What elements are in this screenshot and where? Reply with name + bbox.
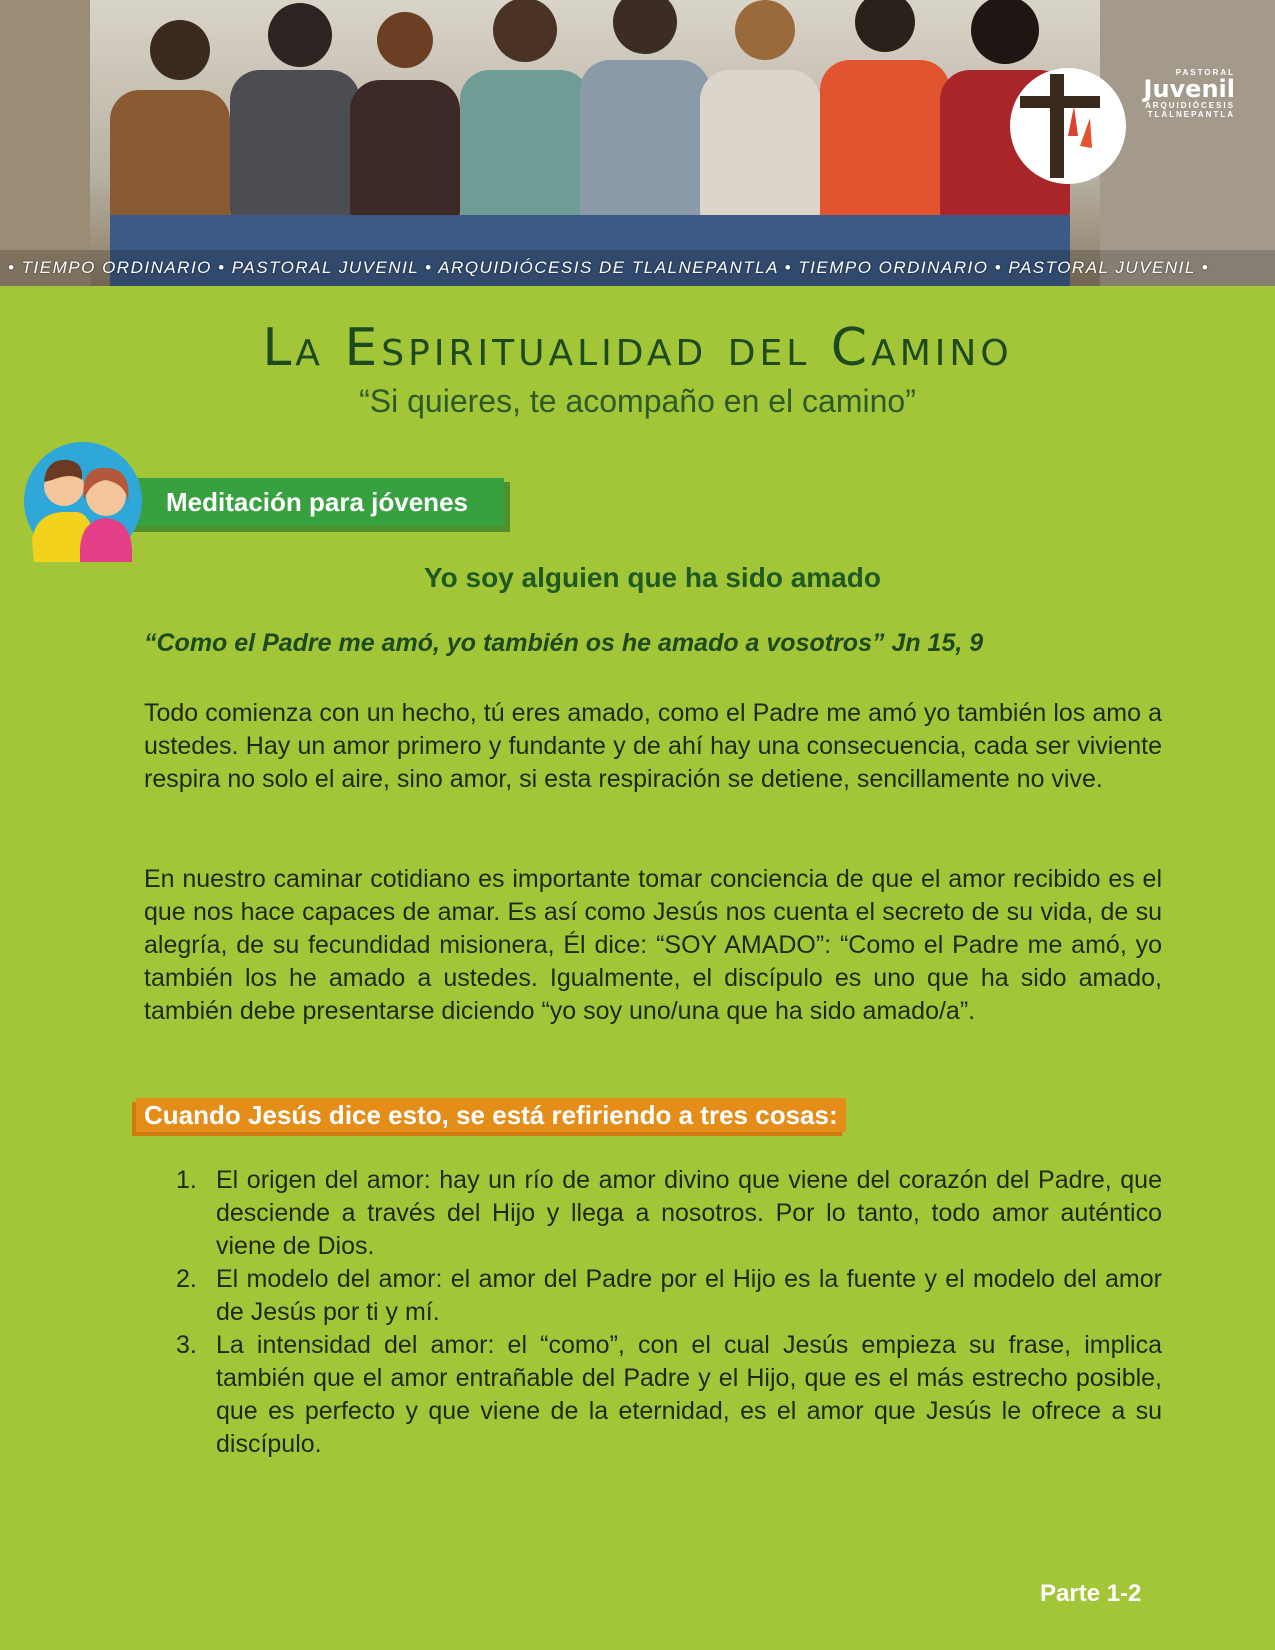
pastoral-juvenil-logo	[1010, 66, 1240, 186]
logo-emblem-icon	[1010, 66, 1130, 186]
bible-verse: “Como el Padre me amó, yo también os he amado a vosotros” Jn 15, 9	[144, 629, 984, 657]
list-item	[170, 1164, 1162, 1263]
list-number: 3.	[176, 1331, 197, 1359]
paragraph-2: En nuestro caminar cotidiano es importante tomar conciencia de que el amor recibido es el que nos hace capaces de amar. Es así como Jesús nos cuenta el secreto de su vida, de su alegría, de su fecundidad misionera, Él dice: “SOY AMADO”: “Como el Padre me amó, yo también los he amado a ustedes. Igualmente, el discípulo es uno que ha sido amado, también debe presentarse diciendo “yo soy uno/una que ha sido amado/a”.	[144, 865, 1162, 1025]
paragraph-1: Todo comienza con un hecho, tú eres amado, como el Padre me amó yo también los amo a ustedes. Hay un amor primero y fundante y de ahí hay una consecuencia, cada ser viviente respira no solo el aire, sino amor, si esta respiración se detiene, sencillamente no vive.	[144, 699, 1162, 793]
part-label: Parte 1-2	[1040, 1580, 1142, 1607]
points-list	[170, 1164, 1162, 1461]
list-number: 2.	[176, 1265, 197, 1293]
list-item	[170, 1263, 1162, 1329]
page-subtitle: “Si quieres, te acompaño en el camino”	[359, 383, 916, 419]
highlight-heading: Cuando Jesús dice esto, se está refiriendo a tres cosas:	[136, 1098, 846, 1132]
young-people-icon	[22, 440, 144, 562]
logo-top-text: PASTORAL	[1175, 68, 1235, 77]
section-badge: Meditación para jóvenes	[138, 478, 504, 526]
list-text: El modelo del amor: el amor del Padre por el Hijo es la fuente y el modelo del amor de Jesús por ti y mí.	[216, 1265, 1162, 1326]
logo-line2: TLALNEPANTLA	[1147, 110, 1235, 119]
logo-line1: ARQUIDIÓCESIS	[1144, 101, 1235, 110]
banner-ticker: • TIEMPO ORDINARIO • PASTORAL JUVENIL • ARQUIDIÓCESIS DE TLALNEPANTLA • TIEMPO ORDINARIO • PASTORAL JUVENIL •	[8, 258, 1210, 277]
meditation-title: Yo soy alguien que ha sido amado	[424, 562, 881, 593]
page-title: La Espiritualidad del Camino	[262, 318, 1013, 378]
list-text: El origen del amor: hay un río de amor divino que viene del corazón del Padre, que desciende a través del Hijo y llega a nosotros. Por lo tanto, todo amor auténtico viene de Dios.	[216, 1166, 1162, 1260]
list-text: La intensidad del amor: el “como”, con el cual Jesús empieza su frase, implica también que el amor entrañable del Padre y el Hijo, que es el más estrecho posible, que es perfecto y que viene de la eternidad, es el amor que Jesús le ofrece a su discípulo.	[216, 1331, 1162, 1458]
header-banner	[0, 0, 1275, 286]
logo-main-text: Juvenil	[1143, 75, 1235, 103]
list-number: 1.	[176, 1166, 197, 1194]
list-item	[170, 1329, 1162, 1461]
